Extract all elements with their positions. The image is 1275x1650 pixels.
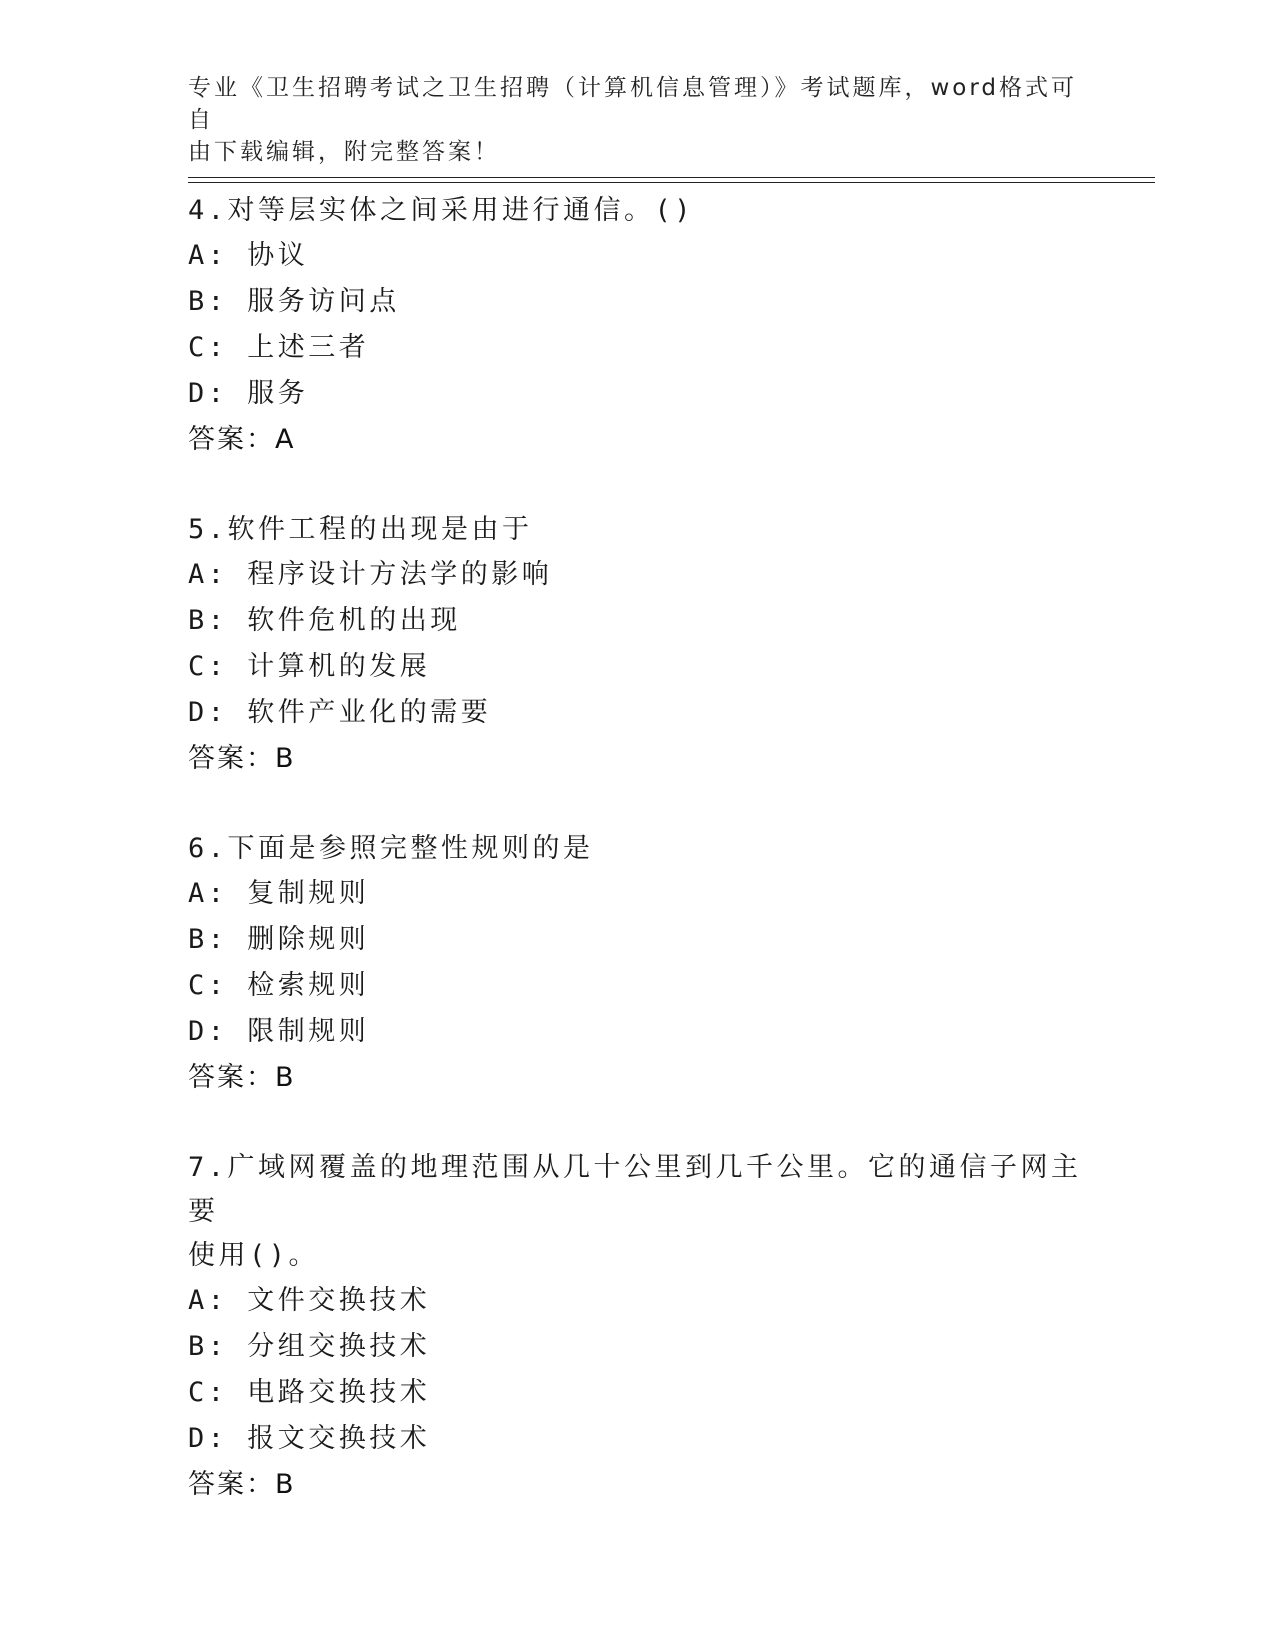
question-list: [188, 189, 1088, 1553]
option-c: C: 检索规则: [188, 970, 370, 1001]
answer: 答案：A: [188, 424, 296, 455]
option-b: B: 分组交换技术: [188, 1331, 431, 1362]
option-d: D: 服务: [188, 378, 309, 409]
header-divider-top: [188, 177, 1155, 178]
header-line-2: 由下载编辑，附完整答案！: [188, 139, 500, 165]
question-stem-line-2: 使用()。: [188, 1240, 320, 1271]
option-c: C: 电路交换技术: [188, 1377, 431, 1408]
question-7: [188, 1146, 1088, 1508]
question-5: [188, 508, 1088, 782]
answer: 答案：B: [188, 1469, 296, 1500]
question-6: [188, 827, 1088, 1101]
question-stem: 5.软件工程的出现是由于: [188, 514, 533, 545]
option-b: B: 软件危机的出现: [188, 605, 461, 636]
header-line-1: 专业《卫生招聘考试之卫生招聘（计算机信息管理）》考试题库，word格式可自: [188, 75, 1078, 133]
option-d: D: 软件产业化的需要: [188, 697, 492, 728]
option-d: D: 限制规则: [188, 1016, 370, 1047]
option-d: D: 报文交换技术: [188, 1423, 431, 1454]
question-stem-line-1: 7.广域网覆盖的地理范围从几十公里到几千公里。它的通信子网主要: [188, 1152, 1082, 1227]
document-header: [188, 72, 1088, 168]
answer: 答案：B: [188, 743, 296, 774]
question-4: [188, 189, 1088, 463]
header-divider-bottom: [188, 182, 1155, 183]
option-a: A: 复制规则: [188, 878, 370, 909]
option-c: C: 计算机的发展: [188, 651, 431, 682]
question-stem: 6.下面是参照完整性规则的是: [188, 833, 594, 864]
option-b: B: 删除规则: [188, 924, 370, 955]
option-c: C: 上述三者: [188, 332, 370, 363]
option-a: A: 协议: [188, 240, 309, 271]
option-a: A: 程序设计方法学的影响: [188, 559, 553, 590]
answer: 答案：B: [188, 1062, 296, 1093]
option-a: A: 文件交换技术: [188, 1285, 431, 1316]
option-b: B: 服务访问点: [188, 286, 400, 317]
question-stem: 4.对等层实体之间采用进行通信。(): [188, 195, 695, 226]
